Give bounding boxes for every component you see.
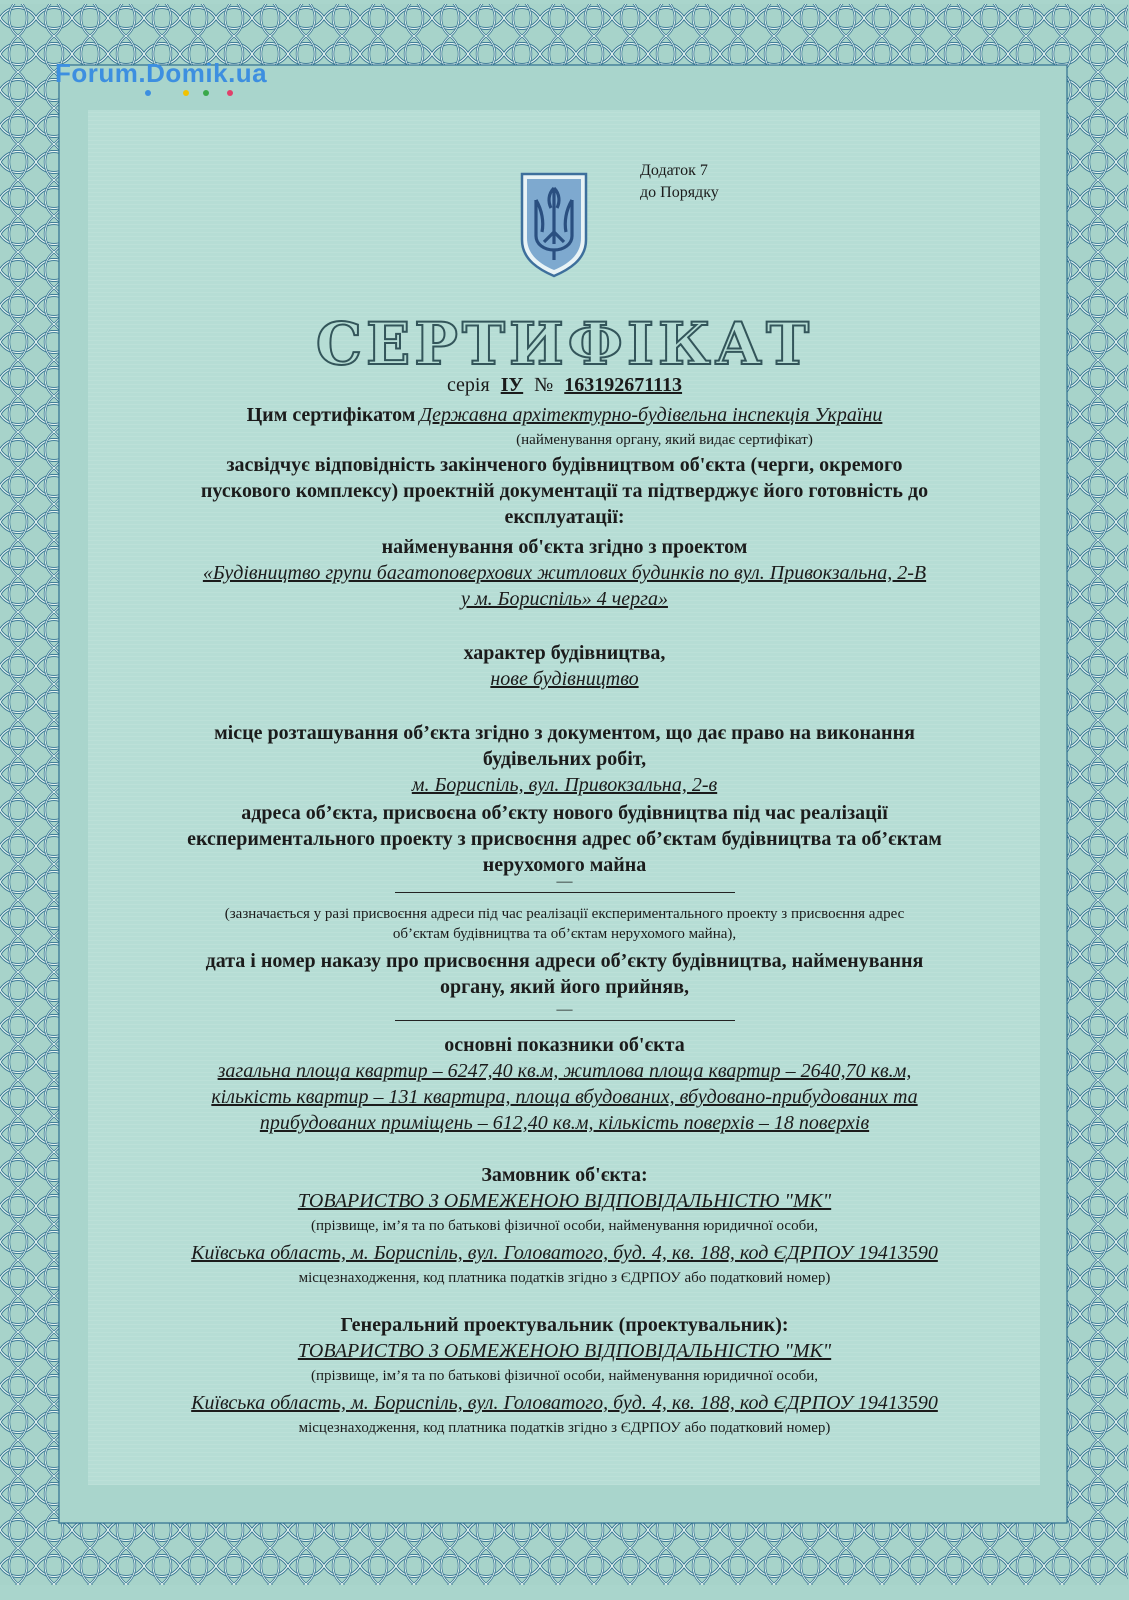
designer-name: ТОВАРИСТВО З ОБМЕЖЕНОЮ ВІДПОВІДАЛЬНІСТЮ "МК" [297,1340,832,1362]
annex-line-2: до Порядку [640,184,719,201]
object-name-value-1: «Будівництво групи багатоповерхових житлових будинків по вул. Привокзальна, 2-В [202,562,927,584]
indicators-label: основні показники об'єкта [444,1034,685,1056]
certifies-line-3: експлуатації: [504,506,625,528]
construction-type-value: нове будівництво [490,668,639,690]
object-name-value-2: у м. Бориспіль» 4 черга» [461,588,668,610]
issuer-caption: (найменування органу, який видає сертифікат) [516,432,813,448]
indicators-line-2: кількість квартир – 131 квартира, площа вбудованих, вбудовано-прибудованих та [211,1086,918,1108]
series-value: ІУ [500,374,524,396]
annex-line-1: Додаток 7 [640,162,708,179]
customer-address: Київська область, м. Бориспіль, вул. Головатого, буд. 4, кв. 188, код ЄДРПОУ 19413590 [191,1242,938,1264]
watermark-logo: Forum.Domik.ua [55,58,268,88]
annex-note [640,160,719,204]
tryzub-coat-of-arms-icon [518,170,590,278]
address-label-3: нерухомого майна [482,854,647,876]
customer-label: Замовник об'єкта: [481,1164,648,1186]
designer-address: Київська область, м. Бориспіль, вул. Головатого, буд. 4, кв. 188, код ЄДРПОУ 19413590 [191,1392,938,1414]
order-value-line [100,1000,1029,1021]
certifies-line-2: пускового комплексу) проектній документації та підтверджує його готовність до [200,480,929,502]
customer-name: ТОВАРИСТВО З ОБМЕЖЕНОЮ ВІДПОВІДАЛЬНІСТЮ "МК" [297,1190,832,1212]
address-label-2: експериментального проекту з присвоєння адрес об’єктам будівництва та об’єктам [187,828,942,850]
certificate-title: СЕРТИФІКАТ [315,310,814,378]
object-name-label: найменування об'єкта згідно з проектом [381,536,748,558]
order-value: — [395,1000,735,1021]
address-value: — [395,872,735,893]
address-label-1: адреса об’єкта, присвоєна об’єкту нового будівництва під час реалізації [241,802,888,824]
construction-type-label: характер будівництва, [463,642,666,664]
certifies-line-1: засвідчує відповідність закінченого будівництвом об'єкта (черги, окремого [226,454,903,476]
order-label-2: органу, який його прийняв, [439,976,690,998]
customer-caption-1: (прізвище, ім’я та по батькові фізичної особи, найменування юридичної особи, [311,1218,818,1234]
series-number-label: № [534,374,554,396]
location-label-1: місце розташування об’єкта згідно з документом, що дає право на виконання [214,722,915,744]
address-value-line [100,872,1029,893]
issuer-name: Державна архітектурно-будівельна інспекція України [419,404,883,426]
order-label-1: дата і номер наказу про присвоєння адреси об’єкту будівництва, найменування [205,950,924,972]
indicators-line-3: прибудованих приміщень – 612,40 кв.м, кількість поверхів – 18 поверхів [259,1112,870,1134]
designer-caption-2: місцезнаходження, код платника податків згідно з ЄДРПОУ або податковий номер) [298,1420,831,1436]
indicators-line-1: загальна площа квартир – 6247,40 кв.м, житлова площа квартир – 2640,70 кв.м, [217,1060,912,1082]
address-caption-2: об’єктам будівництва та об’єктам нерухомого майна), [392,926,737,942]
location-label-2: будівельних робіт, [482,748,647,770]
location-value: м. Бориспіль, вул. Привокзальна, 2-в [411,774,718,796]
series-line [100,372,1029,398]
issuer-lead: Цим сертифікатом [246,404,416,426]
watermark-dots-icon [145,90,245,100]
issuer-line [100,402,1029,428]
address-caption-1: (зазначається у разі присвоєння адреси під час реалізації експериментального проекту з присвоєння адрес [224,906,905,922]
series-prefix: серія [446,374,490,396]
series-number: 163192671113 [564,374,683,396]
designer-caption-1: (прізвище, ім’я та по батькові фізичної особи, найменування юридичної особи, [311,1368,818,1384]
designer-label: Генеральний проектувальник (проектувальник): [340,1314,789,1336]
customer-caption-2: місцезнаходження, код платника податків згідно з ЄДРПОУ або податковий номер) [298,1270,831,1286]
